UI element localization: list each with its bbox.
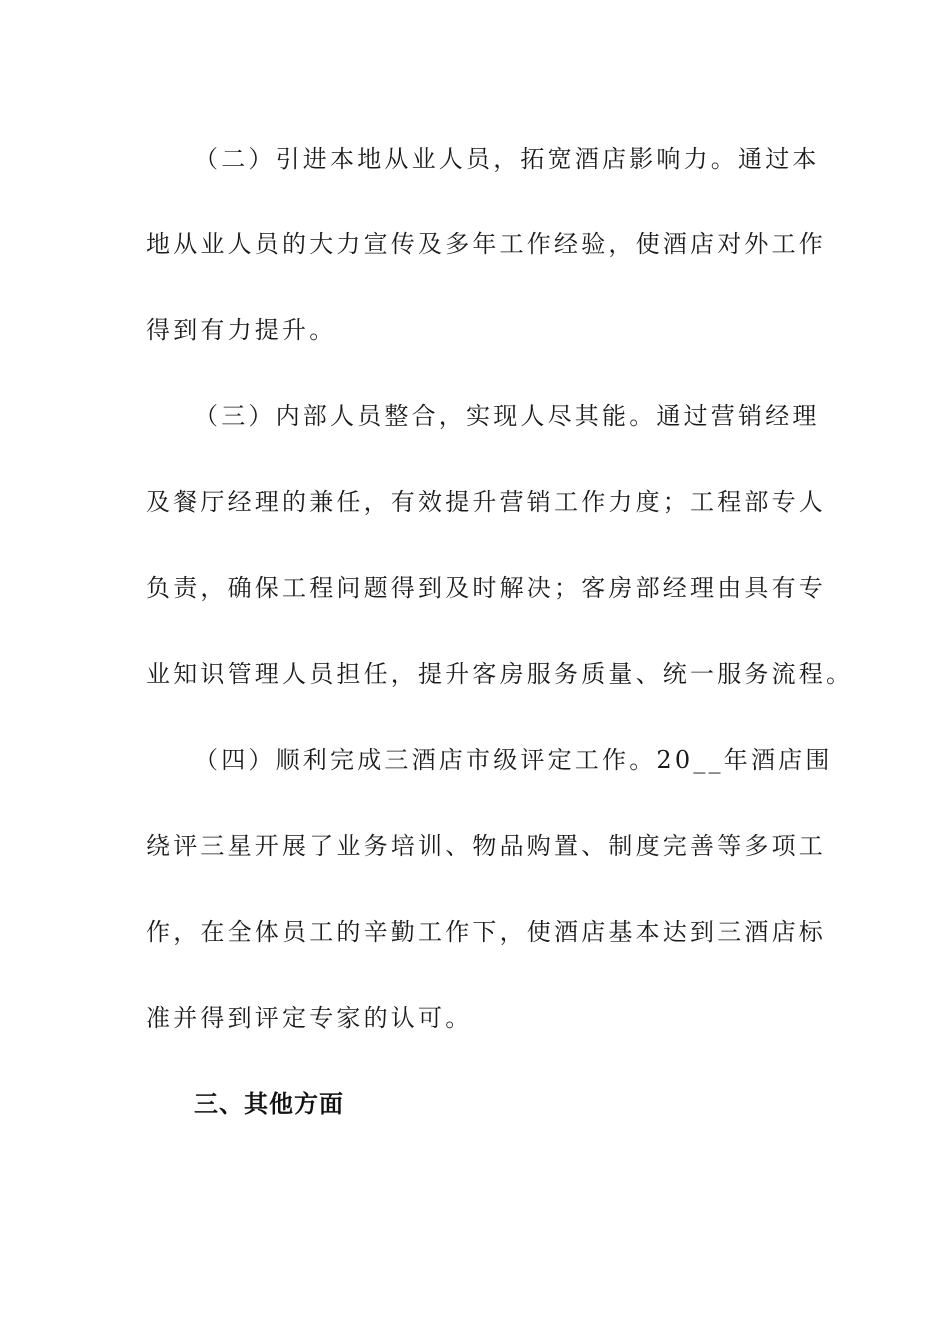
paragraph-2-line-1: （二）引进本地从业人员，拓宽酒店影响力。通过本 bbox=[194, 145, 820, 173]
paragraph-2-line-3: 得到有力提升。 bbox=[146, 316, 337, 344]
paragraph-4-line-2: 绕评三星开展了业务培训、物品购置、制度完善等多项工 bbox=[146, 832, 826, 860]
paragraph-4-line-3: 作，在全体员工的辛勤工作下，使酒店基本达到三酒店标 bbox=[146, 918, 826, 946]
paragraph-3-line-4: 业知识管理人员担任，提升客房服务质量、统一服务流程。 bbox=[146, 660, 854, 688]
paragraph-4-line-4: 准并得到评定专家的认可。 bbox=[146, 1004, 473, 1032]
section-heading: 三、其他方面 bbox=[194, 1090, 344, 1118]
paragraph-3-line-3: 负责，确保工程问题得到及时解决；客房部经理由具有专 bbox=[146, 574, 826, 602]
paragraph-3-line-1: （三）内部人员整合，实现人尽其能。通过营销经理 bbox=[194, 402, 820, 430]
paragraph-2-line-2: 地从业人员的大力宣传及多年工作经验，使酒店对外工作 bbox=[146, 230, 826, 258]
paragraph-3-line-2: 及餐厅经理的兼任，有效提升营销工作力度；工程部专人 bbox=[146, 488, 826, 516]
paragraph-4-line-1: （四）顺利完成三酒店市级评定工作。20__年酒店围 bbox=[194, 746, 833, 774]
